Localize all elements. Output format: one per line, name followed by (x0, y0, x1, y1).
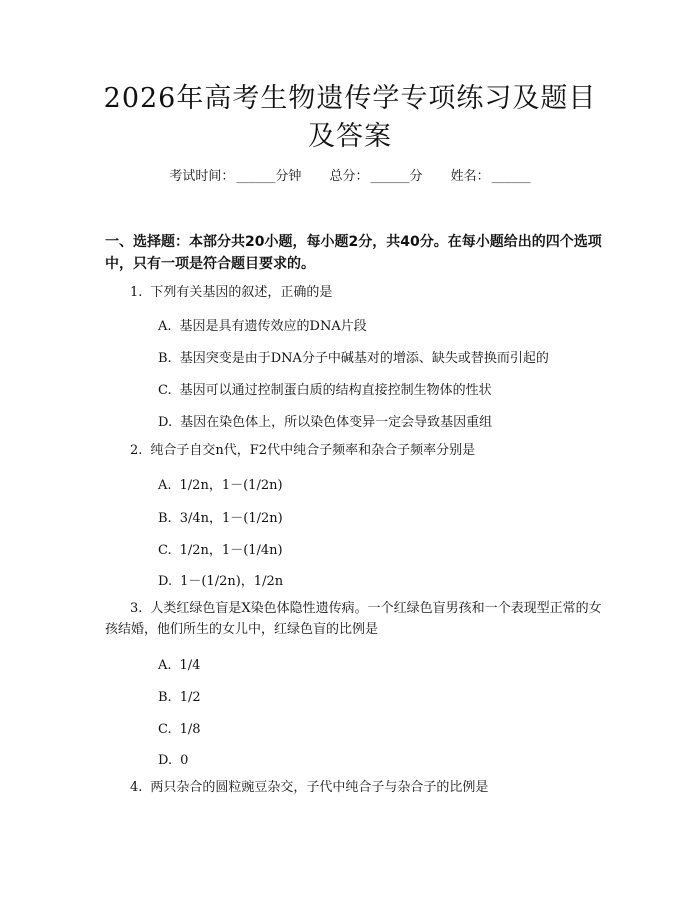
total-score-blank: ______ (370, 169, 410, 184)
student-name-blank: ______ (491, 169, 531, 184)
option-text: 1/2n，1－(1/2n) (179, 478, 283, 493)
exam-meta (0, 168, 700, 186)
question-number: 1. (130, 285, 143, 300)
option-letter: A. (158, 478, 172, 493)
option-2a (158, 477, 598, 495)
option-3a (158, 657, 598, 675)
option-1d (158, 414, 598, 432)
question-4 (105, 777, 603, 798)
question-stem: 下列有关基因的叙述，正确的是 (150, 285, 333, 300)
option-1a (158, 318, 598, 336)
student-name (451, 168, 531, 186)
option-text: 基因突变是由于DNA分子中碱基对的增添、缺失或替换而引起的 (179, 351, 549, 366)
option-letter: D. (158, 574, 173, 589)
option-letter: C. (158, 543, 172, 558)
option-text: 1/2 (179, 690, 201, 705)
option-letter: C. (158, 722, 172, 737)
option-1b (158, 350, 598, 368)
option-3c (158, 721, 598, 739)
exam-time-unit: 分钟 (275, 169, 302, 184)
option-1c (158, 382, 598, 400)
option-letter: B. (158, 511, 172, 526)
option-text: 1/4 (179, 658, 201, 673)
option-text: 0 (180, 753, 189, 768)
student-name-label: 姓名： (450, 169, 490, 184)
option-text: 基因在染色体上，所以染色体变异一定会导致基因重组 (180, 415, 493, 430)
option-letter: A. (158, 319, 172, 334)
option-text: 基因可以通过控制蛋白质的结构直接控制生物体的性状 (179, 383, 492, 398)
option-letter: A. (158, 658, 172, 673)
option-letter: B. (158, 690, 172, 705)
option-3d (158, 752, 598, 770)
question-stem: 人类红绿色盲是X染色体隐性遗传病。一个红绿色盲男孩和一个表现型正常的女孩结婚，他们所生的女儿中，红绿色盲的比例是 (105, 601, 602, 637)
option-letter: D. (158, 415, 173, 430)
question-number: 3. (130, 601, 143, 616)
option-2d (158, 573, 598, 591)
total-score-unit: 分 (409, 169, 423, 184)
question-number: 4. (130, 780, 143, 795)
question-1 (105, 282, 603, 303)
option-text: 1/8 (179, 722, 201, 737)
option-2b (158, 510, 598, 528)
question-stem: 两只杂合的圆粒豌豆杂交，子代中纯合子与杂合子的比例是 (150, 780, 489, 795)
option-text: 3/4n，1－(1/2n) (179, 511, 283, 526)
option-text: 1－(1/2n)，1/2n (180, 574, 284, 589)
option-letter: B. (158, 351, 172, 366)
question-3 (105, 598, 603, 640)
question-number: 2. (130, 443, 143, 458)
option-text: 1/2n，1－(1/4n) (179, 543, 283, 558)
question-stem: 纯合子自交n代，F2代中纯合子频率和杂合子频率分别是 (150, 443, 476, 458)
option-text: 基因是具有遗传效应的DNA片段 (179, 319, 367, 334)
total-score-label: 总分： (329, 169, 369, 184)
exam-time-blank: ______ (236, 169, 276, 184)
question-2 (105, 440, 603, 461)
section-heading: 一、选择题：本部分共20小题，每小题2分，共40分。在每小题给出的四个选项中，只有一项是符合题目要求的。 (105, 234, 602, 272)
option-2c (158, 542, 598, 560)
option-letter: C. (158, 383, 172, 398)
total-score (329, 168, 422, 186)
page-title: 2026年高考生物遗传学专项练习及题目及答案 (103, 83, 597, 152)
exam-time (169, 168, 301, 186)
option-letter: D. (158, 753, 173, 768)
exam-time-label: 考试时间： (169, 169, 235, 184)
option-3b (158, 689, 598, 707)
